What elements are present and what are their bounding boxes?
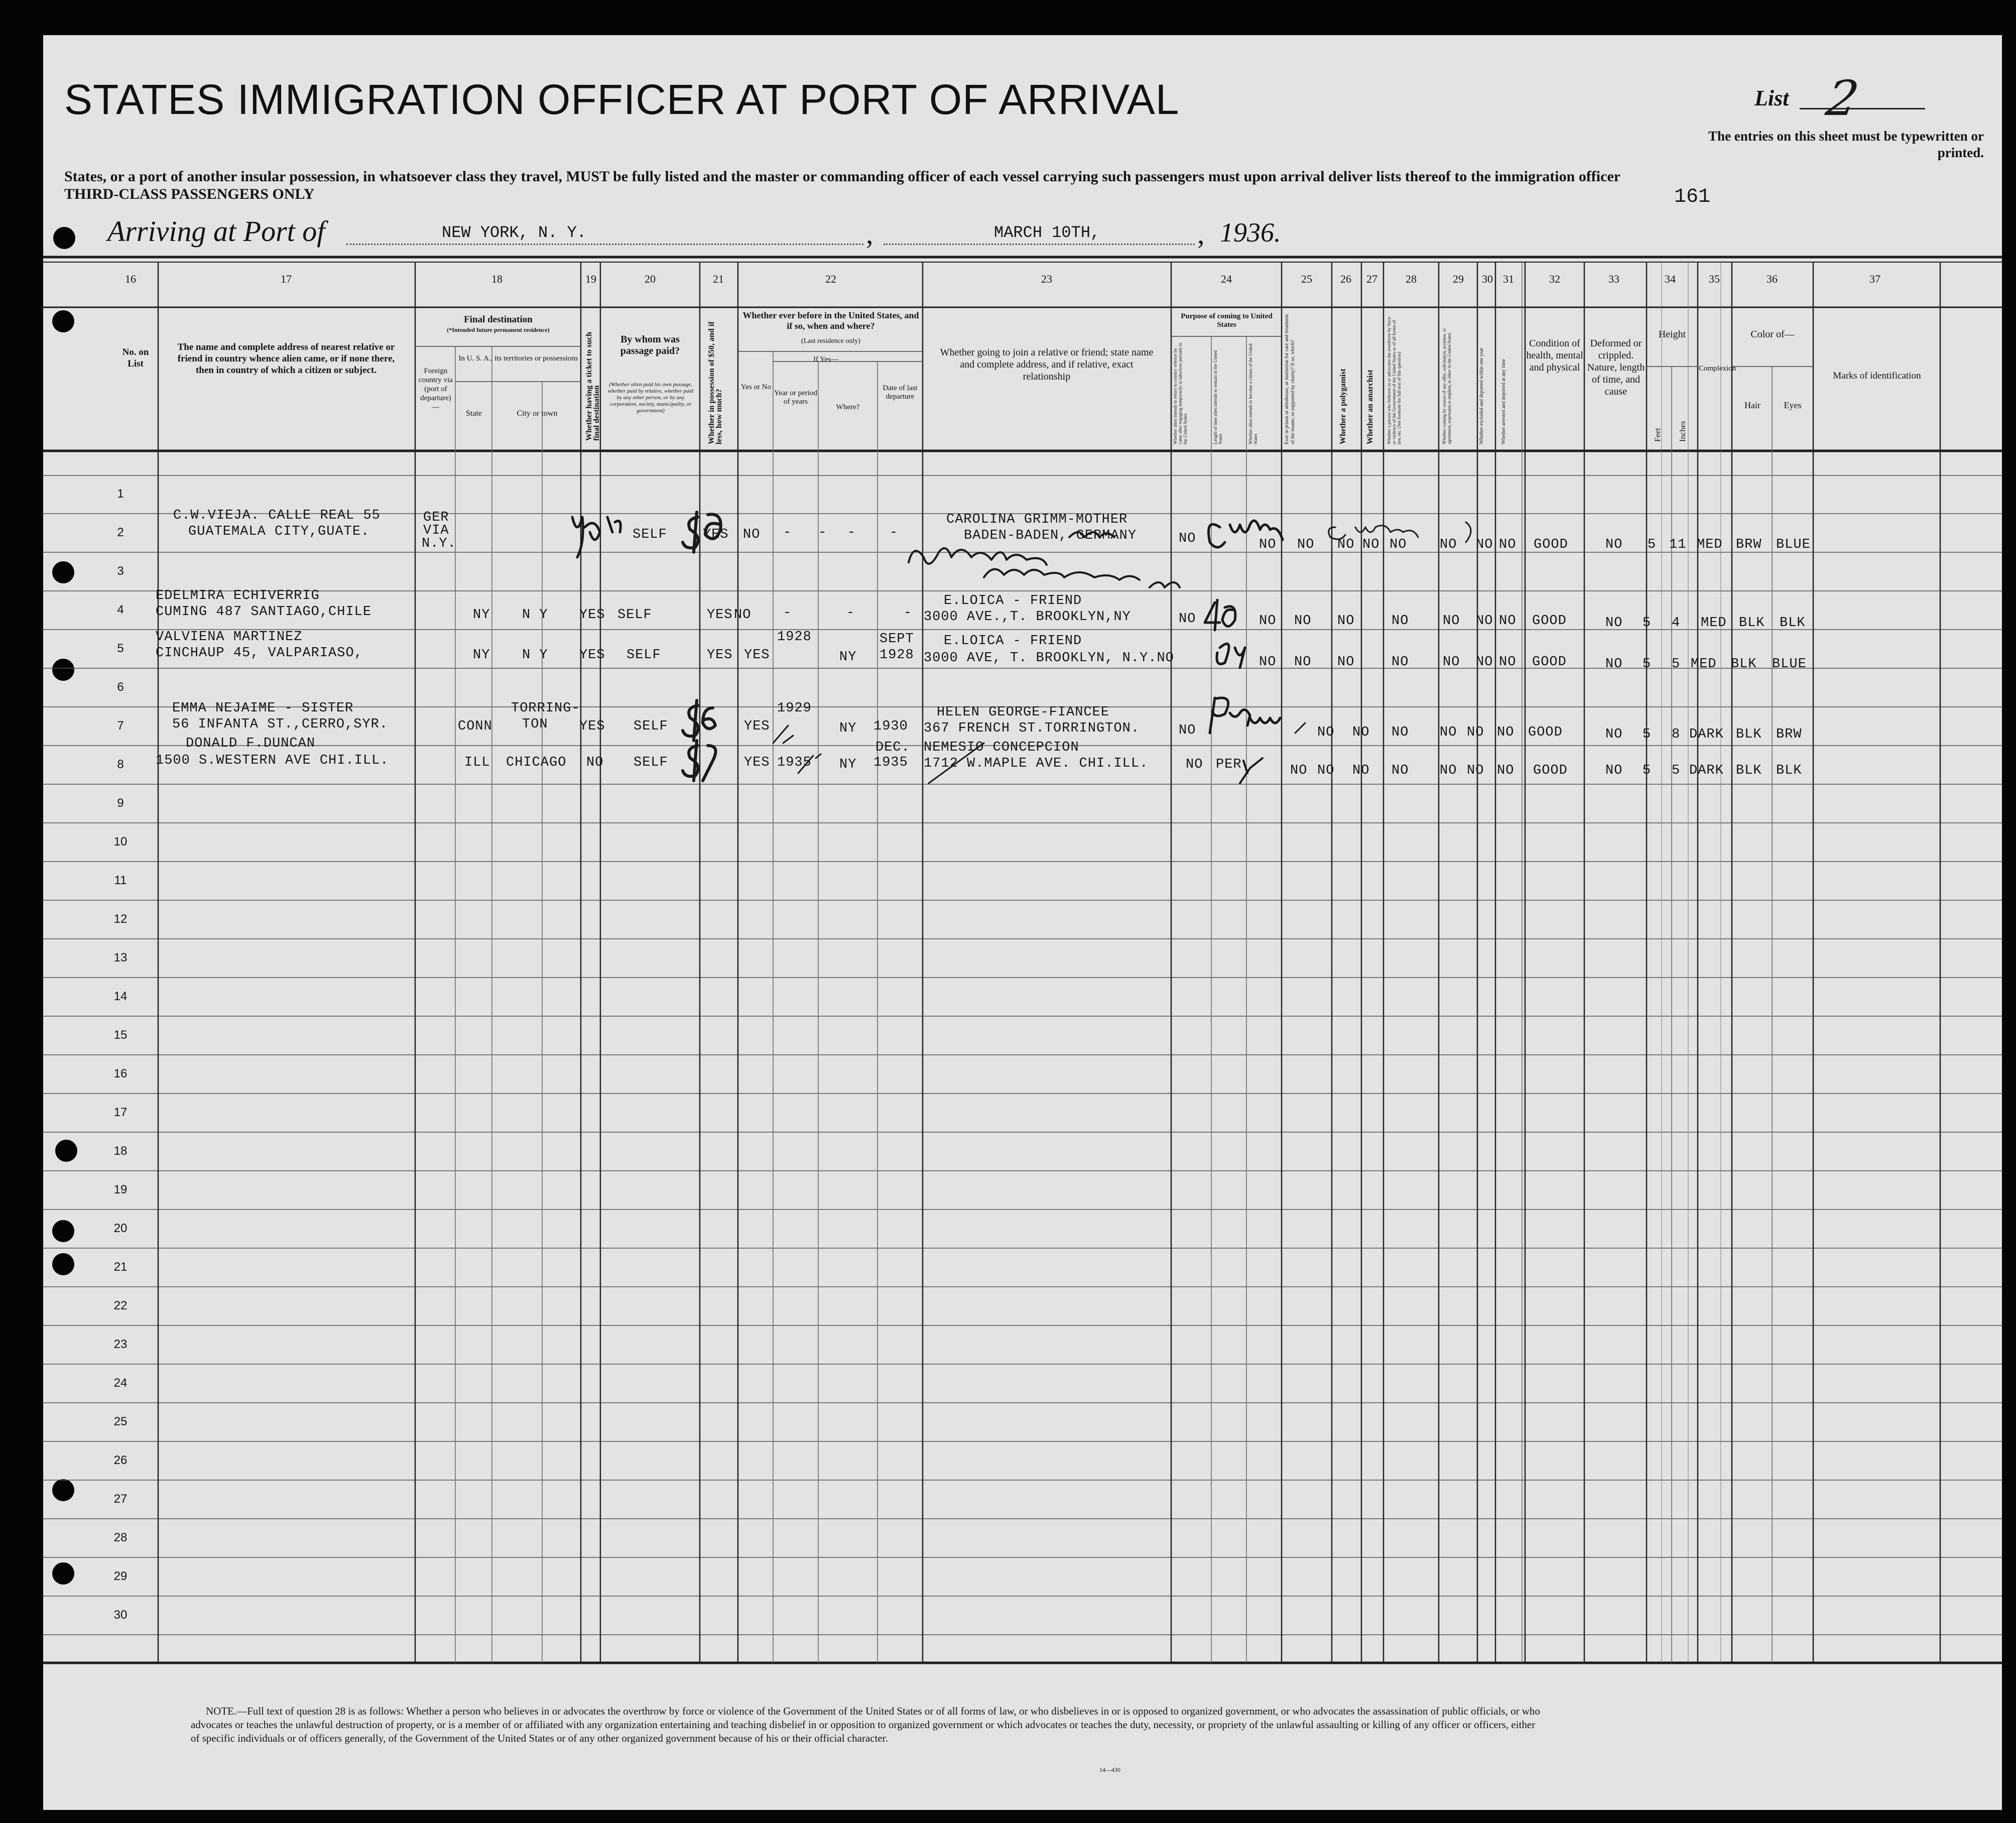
- relative-name: C.W.VIEJA. CALLE REAL 55: [173, 508, 381, 523]
- year-period: 1929: [777, 701, 812, 716]
- row-number: 5: [117, 642, 124, 655]
- joining-address: 367 FRENCH ST.TORRINGTON.: [924, 721, 1140, 736]
- hair: BLK: [1736, 763, 1762, 778]
- answer-29: NO: [1390, 537, 1407, 552]
- header-complexion: Complexion: [1699, 364, 1736, 373]
- answer-29: NO: [1440, 725, 1457, 740]
- header-prison: Ever in prison or almshouse, or institution for care and treatment of the insane, or supported by charity? If so, which?: [1284, 314, 1296, 444]
- health: GOOD: [1532, 655, 1567, 670]
- column-number: 28: [1406, 273, 1417, 285]
- column-number: 29: [1453, 273, 1464, 285]
- dash: -: [890, 525, 899, 540]
- relative-address: GUATEMALA CITY,GUATE.: [188, 524, 370, 539]
- column-number: 26: [1340, 273, 1351, 285]
- answer-25: NO: [1259, 655, 1277, 670]
- header-health: Condition of health, mental and physical: [1526, 338, 1583, 373]
- passage-paid: SELF: [634, 719, 668, 734]
- answer-25: NO: [1290, 763, 1308, 778]
- height-feet: 5: [1643, 616, 1652, 631]
- where: NY: [839, 650, 857, 665]
- column-number: 17: [281, 273, 292, 285]
- intro-line: States, or a port of another insular possession, in whatsoever class they travel, MUST be fully listed and the master or commanding officer of each vessel carrying such passengers must upon arrival deliver lists thereof to the immigration officer: [64, 168, 1621, 185]
- header-in-usa: In U. S. A., its territories or possessions: [458, 354, 578, 362]
- purpose: NO: [1186, 757, 1203, 772]
- column-number: 34: [1665, 273, 1676, 285]
- date-value: MARCH 10TH,: [994, 223, 1100, 242]
- header-city: City or town: [517, 409, 558, 418]
- answer-26: NO: [1317, 763, 1335, 778]
- header-purpose-citizen: Whether alien intends to become a citizen of the United States: [1248, 343, 1258, 444]
- row-number: 6: [117, 680, 124, 694]
- ticket: NO: [586, 755, 604, 770]
- purpose: NO: [1179, 531, 1196, 546]
- eyes: BLUE: [1776, 537, 1811, 552]
- hair: BLK: [1731, 657, 1757, 672]
- ever-before: NO: [743, 527, 761, 542]
- year-period: 1928: [777, 630, 812, 645]
- foreign-country: VIA: [423, 523, 449, 538]
- answer-30: NO: [1467, 763, 1484, 778]
- answer-26: NO: [1297, 537, 1315, 552]
- row-number: 3: [117, 564, 124, 578]
- joining-address: BADEN-BADEN, GERMANY: [964, 528, 1137, 543]
- joining: E.LOICA - FRIEND: [944, 634, 1082, 649]
- health: GOOD: [1532, 614, 1567, 629]
- answer-27: NO: [1352, 763, 1370, 778]
- year-value: 1936.: [1220, 217, 1281, 248]
- header-no-on-list: No. on List: [122, 347, 149, 369]
- height-inches: 5: [1672, 763, 1681, 778]
- column-number: 25: [1301, 273, 1312, 285]
- row-number: 7: [117, 719, 124, 733]
- port-value: NEW YORK, N. Y.: [442, 223, 587, 242]
- relative-address: 56 INFANTA ST.,CERRO,SYR.: [172, 717, 389, 732]
- column-number: 33: [1608, 273, 1619, 285]
- row-number: 15: [113, 1028, 128, 1042]
- header-hair: Hair: [1744, 400, 1760, 410]
- row-number: 30: [113, 1608, 128, 1622]
- header-foreign-country: Foreign country via (port of departure)—: [419, 367, 453, 411]
- footnote-question-28: NOTE.—Full text of question 28 is as follows: Whether a person who believes in or advocates the overthrow by force or violence of the Government of the United States or of all forms of law, or who disbelieves in or is opposed to organized government, or who advocates the assassination of public officials, or who advocates or teaches the unlawful destruction of property, or is a member of or affiliated with any organization entertaining and teaching disbelief in or opposition to organized government or which advocates or teaches the duty, necessity, or propriety of the unlawful assaulting or killing of any officer or officers, either of specific individuals or of officers generally, of the Government of the United States or of any other organized government because of his or their official character.: [191, 1705, 1541, 1744]
- header-year: Year or period of years: [774, 389, 817, 406]
- answer-28: NO: [1392, 763, 1409, 778]
- row-number: 8: [117, 758, 124, 771]
- page-number: 161: [1674, 186, 1711, 208]
- deformed: NO: [1605, 727, 1623, 742]
- answer-26: NO: [1294, 655, 1312, 670]
- joining-address: 3000 AVE.,T. BROOKLYN,NY: [924, 610, 1131, 625]
- date-departure: DEC.: [875, 740, 910, 755]
- column-number: 36: [1767, 273, 1778, 285]
- relative-address: 1500 S.WESTERN AVE CHI.ILL.: [156, 753, 389, 768]
- header-offer-to-labor: Whether coming by reason of any offer, solicitation, promise, or agreement, expressed or implied, to labor in the United States: [1442, 328, 1452, 444]
- answer-26: NO: [1317, 725, 1335, 740]
- answer-27: NO: [1352, 725, 1370, 740]
- header-feet: Feet: [1654, 428, 1662, 442]
- possession-50: YES: [703, 527, 729, 542]
- height-inches: 5: [1672, 657, 1681, 672]
- answer-28: NO: [1362, 537, 1380, 552]
- comma: ,: [866, 217, 873, 250]
- answer-30: NO: [1467, 725, 1484, 740]
- column-number: 18: [491, 273, 502, 285]
- answer-29: NO: [1443, 655, 1460, 670]
- column-number: 37: [1869, 273, 1880, 285]
- height-feet: 5: [1643, 763, 1652, 778]
- header-final-destination-note: (*Intended future permanent residence): [447, 326, 550, 333]
- complexion: MED: [1701, 616, 1727, 631]
- where: NY: [839, 721, 857, 736]
- ever-before: YES: [744, 719, 770, 734]
- header-where: Where?: [836, 403, 860, 411]
- answer-31: NO: [1499, 655, 1517, 670]
- dest-city: CHICAGO: [506, 755, 567, 770]
- column-number: 27: [1366, 273, 1377, 285]
- answer-30: NO: [1440, 537, 1457, 552]
- dash: -: [846, 605, 855, 621]
- height-feet: 5: [1643, 727, 1652, 742]
- header-excluded: Whether excluded and deported within one year: [1479, 347, 1484, 444]
- dest-state: CONN: [458, 719, 492, 734]
- row-number: 12: [113, 912, 128, 926]
- relative-name: VALVIENA MARTINEZ: [156, 630, 303, 645]
- joining-address: 3000 AVE, T. BROOKLYN, N.Y.NO: [924, 651, 1174, 666]
- answer-27: NO: [1337, 655, 1355, 670]
- deformed: NO: [1605, 537, 1623, 552]
- dash: -: [818, 525, 827, 540]
- date-departure: 1930: [873, 719, 908, 734]
- column-number: 31: [1503, 273, 1514, 285]
- row-number: 11: [114, 874, 127, 887]
- form-number: 14—430: [1099, 1766, 1120, 1773]
- row-number: 27: [113, 1492, 128, 1506]
- row-number: 26: [113, 1453, 128, 1467]
- row-number: 25: [113, 1415, 128, 1428]
- header-height: Height: [1658, 329, 1686, 340]
- column-number: 24: [1221, 273, 1232, 285]
- dash: -: [847, 525, 856, 540]
- eyes: BLK: [1780, 616, 1806, 631]
- date-departure: SEPT: [879, 632, 914, 647]
- answer-27: NO: [1337, 614, 1355, 629]
- entries-note: The entries on this sheet must be typewritten or printed.: [1708, 129, 1984, 160]
- dest-city: N Y: [522, 607, 548, 623]
- header-state: State: [466, 409, 482, 418]
- answer-31b: NO: [1499, 537, 1517, 552]
- dash: -: [904, 605, 913, 621]
- row-number: 19: [113, 1183, 128, 1196]
- hair: BRW: [1736, 537, 1762, 552]
- column-number: 30: [1482, 273, 1493, 285]
- answer-28: NO: [1392, 614, 1409, 629]
- row-number: 17: [113, 1106, 128, 1119]
- header-nearest-relative: The name and complete address of nearest relative or friend in country whence alien came, or if none there, then in country of which a citizen or subject.: [177, 342, 395, 376]
- header-if-yes: If Yes—: [813, 355, 838, 363]
- row-number: 28: [113, 1531, 128, 1544]
- row-number: 20: [113, 1222, 128, 1235]
- ticket: YES: [579, 648, 605, 663]
- answer-27: NO: [1337, 537, 1355, 552]
- dest-city: TORRING-: [511, 701, 580, 716]
- answer-30: NO: [1476, 614, 1493, 629]
- height-inches: 4: [1672, 616, 1681, 631]
- answer-25: NO: [1259, 614, 1277, 629]
- relative-name: EMMA NEJAIME - SISTER: [172, 701, 354, 716]
- ever-before: YES: [744, 648, 770, 663]
- dash: -: [783, 525, 792, 540]
- answer-25: NO: [1259, 537, 1277, 552]
- dest-state: NY: [473, 648, 490, 663]
- eyes: BLUE: [1772, 657, 1807, 672]
- deformed: NO: [1605, 763, 1623, 778]
- row-number: 23: [113, 1338, 128, 1351]
- header-purpose-return: Whether alien intends to return to country whence he came after engaging temporarily in laborious pursuits in the United States: [1173, 342, 1188, 444]
- passenger-class: THIRD-CLASS PASSENGERS ONLY: [64, 186, 315, 202]
- answer-28: NO: [1392, 725, 1409, 740]
- column-number: 21: [713, 273, 724, 285]
- row-number: 1: [117, 487, 124, 501]
- joining-address: 1712 W.MAPLE AVE. CHI.ILL.: [924, 756, 1149, 771]
- header-inches: Inches: [1679, 421, 1687, 442]
- passage-paid: SELF: [634, 755, 668, 770]
- row-number: 2: [117, 526, 124, 539]
- passage-paid: SELF: [626, 648, 661, 663]
- health: GOOD: [1534, 537, 1568, 552]
- answer-31: NO: [1497, 763, 1515, 778]
- header-deformed: Deformed or crippled. Nature, length of time, and cause: [1587, 338, 1645, 397]
- where: NY: [839, 757, 857, 772]
- header-purpose-length: Length of time alien intends to remain in the United States: [1213, 350, 1223, 444]
- column-number: 35: [1709, 273, 1720, 285]
- complexion: MED: [1691, 657, 1717, 672]
- purpose: NO: [1179, 723, 1196, 738]
- passage-paid: SELF: [633, 527, 667, 542]
- possession-50: YES: [707, 607, 733, 623]
- row-number: 13: [113, 951, 128, 964]
- header-ticket: Whether having a ticket to such final destination: [585, 331, 601, 441]
- answer-29: NO: [1440, 763, 1457, 778]
- comma: ,: [1197, 217, 1205, 250]
- header-possession-50: Whether in possession of $50, and if less, how much?: [707, 321, 723, 444]
- deformed: NO: [1605, 616, 1623, 631]
- row-number: 4: [117, 603, 124, 617]
- dest-city: N Y: [522, 648, 548, 663]
- eyes: BLK: [1776, 763, 1802, 778]
- ticket: YES: [579, 607, 605, 623]
- hair: BLK: [1739, 616, 1765, 631]
- row-number: 22: [113, 1299, 128, 1312]
- header-passage-paid: By whom was passage paid?: [620, 334, 680, 356]
- joining: NEMESIO CONCEPCION: [924, 740, 1079, 755]
- header-color-of: Color of—: [1750, 329, 1795, 340]
- complexion: DARK: [1689, 763, 1724, 778]
- hair: BLK: [1736, 727, 1762, 742]
- joining: CAROLINA GRIMM-MOTHER: [946, 512, 1128, 527]
- deformed: NO: [1605, 657, 1623, 672]
- year-period: 1935: [777, 755, 812, 770]
- dest-city: TON: [522, 717, 548, 732]
- date-departure: 1935: [873, 755, 908, 770]
- relative-address: CUMING 487 SANTIAGO,CHILE: [156, 604, 372, 620]
- row-number: 16: [113, 1067, 128, 1080]
- header-yes-or-no: Yes or No: [740, 383, 772, 391]
- row-number: 18: [113, 1144, 128, 1158]
- header-final-destination: Final destination: [464, 314, 533, 325]
- dest-state: ILL: [464, 755, 490, 770]
- header-polygamist: Whether a polygamist: [1339, 369, 1347, 444]
- row-number: 24: [113, 1376, 128, 1390]
- answer-30: NO: [1476, 655, 1493, 670]
- header-marks: Marks of identification: [1833, 371, 1921, 381]
- height-feet: 5: [1648, 537, 1657, 552]
- relative-name: DONALD F.DUNCAN: [186, 736, 316, 751]
- relative-address: CINCHAUP 45, VALPARIASO,: [156, 646, 363, 661]
- foreign-country: N.Y.: [422, 536, 456, 551]
- header-date-departure: Date of last departure: [883, 384, 918, 401]
- ticket: YES: [579, 719, 605, 734]
- row-number: 14: [113, 990, 128, 1003]
- dest-state: NY: [473, 607, 490, 623]
- relative-name: EDELMIRA ECHIVERRIG: [156, 588, 320, 603]
- header-passage-paid-note: (Whether alien paid his own passage, whether paid by relative, whether paid by any other person, or by any corporation, society, municipality, or government): [607, 382, 694, 414]
- list-label: List: [1754, 86, 1789, 110]
- header-last-residence: (Last residence only): [801, 337, 861, 345]
- header-anarchist: Whether an anarchist: [1366, 370, 1374, 444]
- purpose: NO: [1179, 612, 1196, 627]
- row-number: 10: [113, 835, 128, 848]
- answer-29: NO: [1443, 614, 1460, 629]
- ever-before: YES: [744, 755, 770, 770]
- joining: E.LOICA - FRIEND: [944, 593, 1082, 609]
- row-number: 29: [113, 1569, 128, 1583]
- column-number: 16: [125, 273, 136, 285]
- header-arrested: Whether arrested and deported at any time: [1501, 359, 1506, 444]
- row-number: 9: [117, 796, 124, 810]
- health: GOOD: [1533, 763, 1568, 778]
- date-departure: 1928: [879, 648, 914, 663]
- height-feet: 5: [1643, 657, 1652, 672]
- header-purpose: Purpose of coming to United States: [1181, 312, 1273, 329]
- form-title: STATES IMMIGRATION OFFICER AT PORT OF ARRIVAL: [64, 76, 1180, 123]
- dash: -: [783, 605, 792, 621]
- header-going-to-join: Whether going to join a relative or friend; state name and complete address, and if relative, exact relationship: [940, 347, 1154, 382]
- answer-31: NO: [1499, 614, 1517, 629]
- arriving-label: Arriving at Port of: [107, 215, 325, 248]
- height-inches: 8: [1672, 727, 1681, 742]
- foreign-country: GER: [423, 510, 449, 525]
- purpose-length: PER: [1216, 757, 1242, 772]
- list-number: 2: [1822, 70, 1863, 127]
- answer-31: NO: [1497, 725, 1515, 740]
- complexion: MED: [1697, 537, 1723, 552]
- complexion: DARK: [1689, 727, 1724, 742]
- column-number: 19: [585, 273, 596, 285]
- passage-paid: SELF: [617, 607, 652, 623]
- answer-31: NO: [1476, 537, 1493, 552]
- column-number: 22: [825, 273, 836, 285]
- column-number: 20: [645, 273, 656, 285]
- health: GOOD: [1528, 725, 1563, 740]
- column-number: 23: [1041, 273, 1052, 285]
- header-overthrow: Whether a person who believes in or advocates the overthrow by force or violence of the Government of the United States or of all forms of law, etc. (See footnote for full text of this question): [1387, 316, 1402, 444]
- joining: HELEN GEORGE-FIANCEE: [937, 705, 1110, 720]
- answer-26: NO: [1294, 614, 1312, 629]
- column-number: 32: [1549, 273, 1560, 285]
- header-ever-before: Whether ever before in the United States, and if so, when and where?: [742, 310, 919, 331]
- row-number: 21: [113, 1260, 128, 1274]
- answer-28: NO: [1392, 655, 1409, 670]
- possession-50: YES: [707, 648, 733, 663]
- ever-before: NO: [734, 607, 751, 623]
- header-eyes: Eyes: [1784, 400, 1802, 410]
- height-inches: 11: [1669, 537, 1687, 552]
- eyes: BRW: [1776, 727, 1802, 742]
